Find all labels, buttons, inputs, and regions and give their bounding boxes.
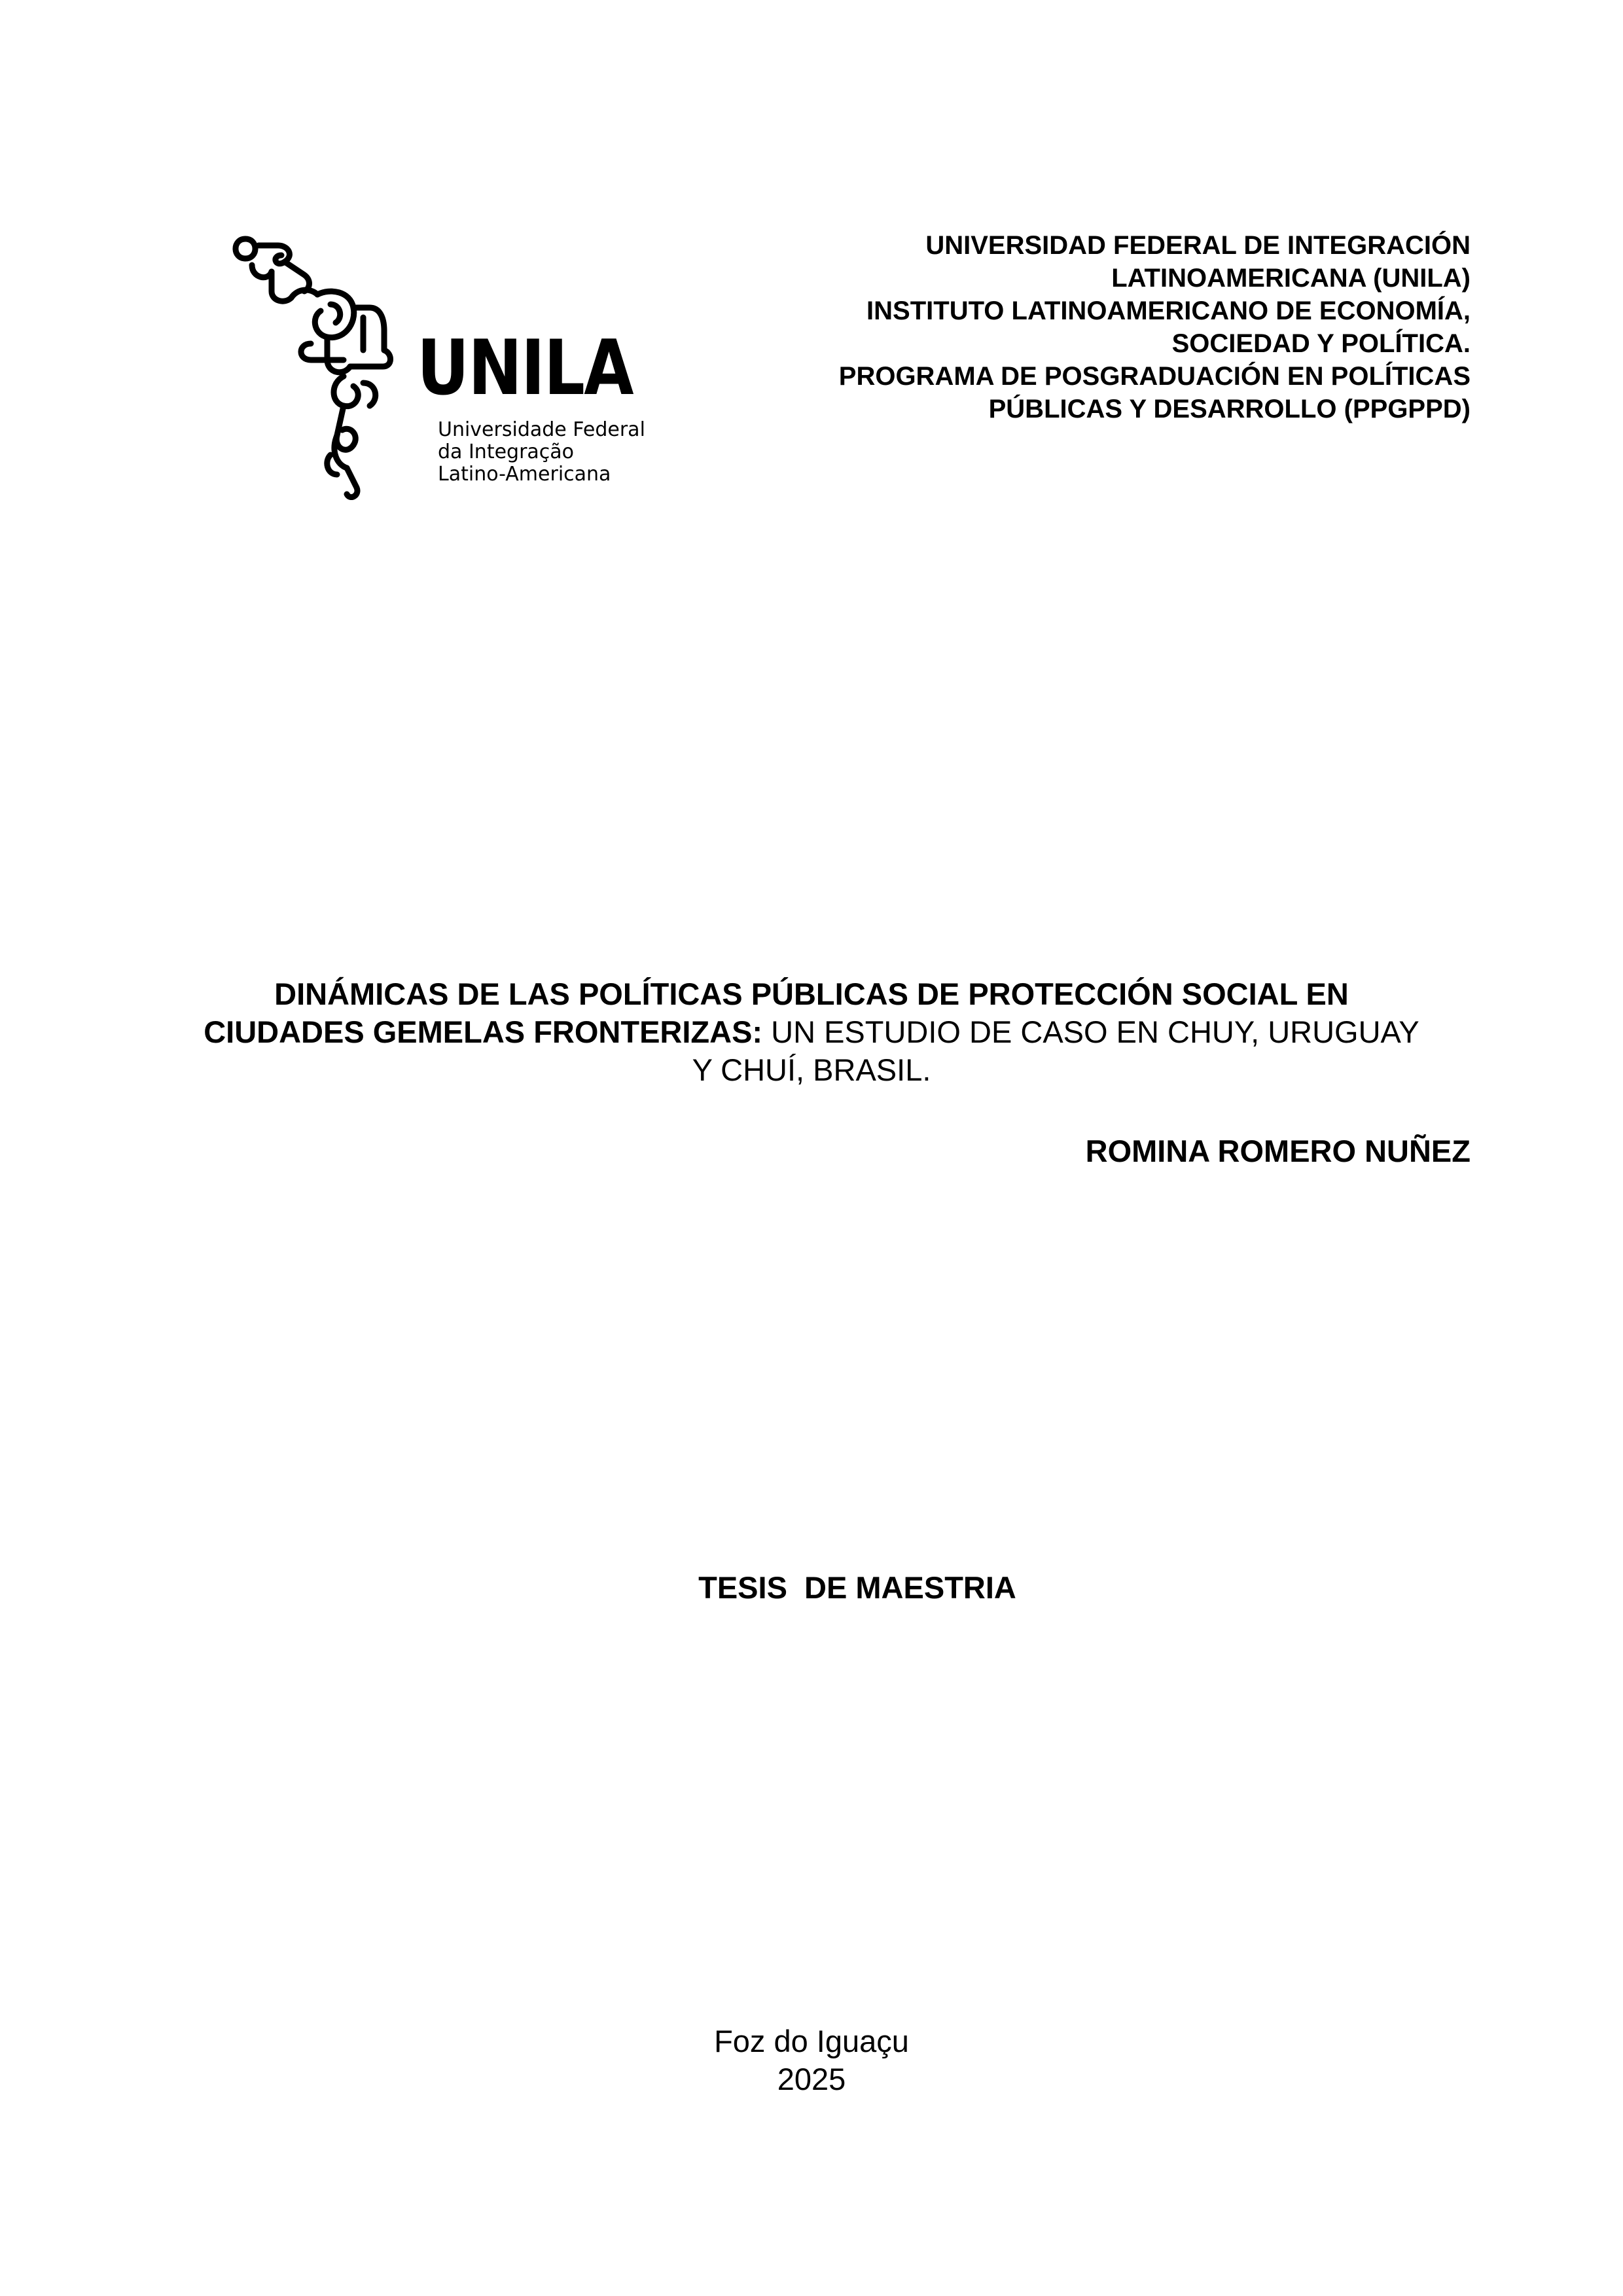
logo-subtitle-line: Latino-Americana bbox=[438, 463, 611, 486]
unila-logo bbox=[232, 226, 645, 507]
logo-subtitle-line: Universidade Federal bbox=[438, 418, 645, 441]
institution-line: LATINOAMERICANA (UNILA) bbox=[1111, 264, 1471, 293]
institution-line: INSTITUTO LATINOAMERICANO DE ECONOMÍA, bbox=[866, 296, 1471, 325]
institution-line: SOCIEDAD Y POLÍTICA. bbox=[1171, 329, 1471, 358]
thesis-title-line1: DINÁMICAS DE LAS POLÍTICAS PÚBLICAS DE PROTECCIÓN SOCIAL EN bbox=[274, 977, 1349, 1011]
institution-header bbox=[751, 229, 1471, 425]
degree-label: TESIS DE MAESTRIA bbox=[698, 1570, 1016, 1605]
thesis-title-line2-rest: UN ESTUDIO DE CASO EN CHUY, URUGUAY bbox=[762, 1014, 1419, 1049]
thesis-title-line2-bold: CIUDADES GEMELAS FRONTERIZAS: bbox=[204, 1014, 763, 1049]
thesis-title-line3: Y CHUÍ, BRASIL. bbox=[692, 1052, 931, 1087]
place-year bbox=[0, 2022, 1623, 2098]
author-name: ROMINA ROMERO NUÑEZ bbox=[1085, 1134, 1471, 1168]
institution-line: PROGRAMA DE POSGRADUACIÓN EN POLÍTICAS bbox=[838, 362, 1471, 391]
logo-subtitle-line: da Integração bbox=[438, 440, 575, 463]
institution-line: PÚBLICAS Y DESARROLLO (PPGPPD) bbox=[988, 395, 1471, 423]
institution-line: UNIVERSIDAD FEDERAL DE INTEGRACIÓN bbox=[925, 231, 1471, 260]
thesis-title bbox=[151, 975, 1472, 1089]
year: 2025 bbox=[777, 2062, 846, 2096]
logo-wordmark: UNILA bbox=[417, 324, 633, 412]
place: Foz do Iguaçu bbox=[714, 2024, 909, 2058]
logo-subtitle bbox=[438, 419, 645, 486]
